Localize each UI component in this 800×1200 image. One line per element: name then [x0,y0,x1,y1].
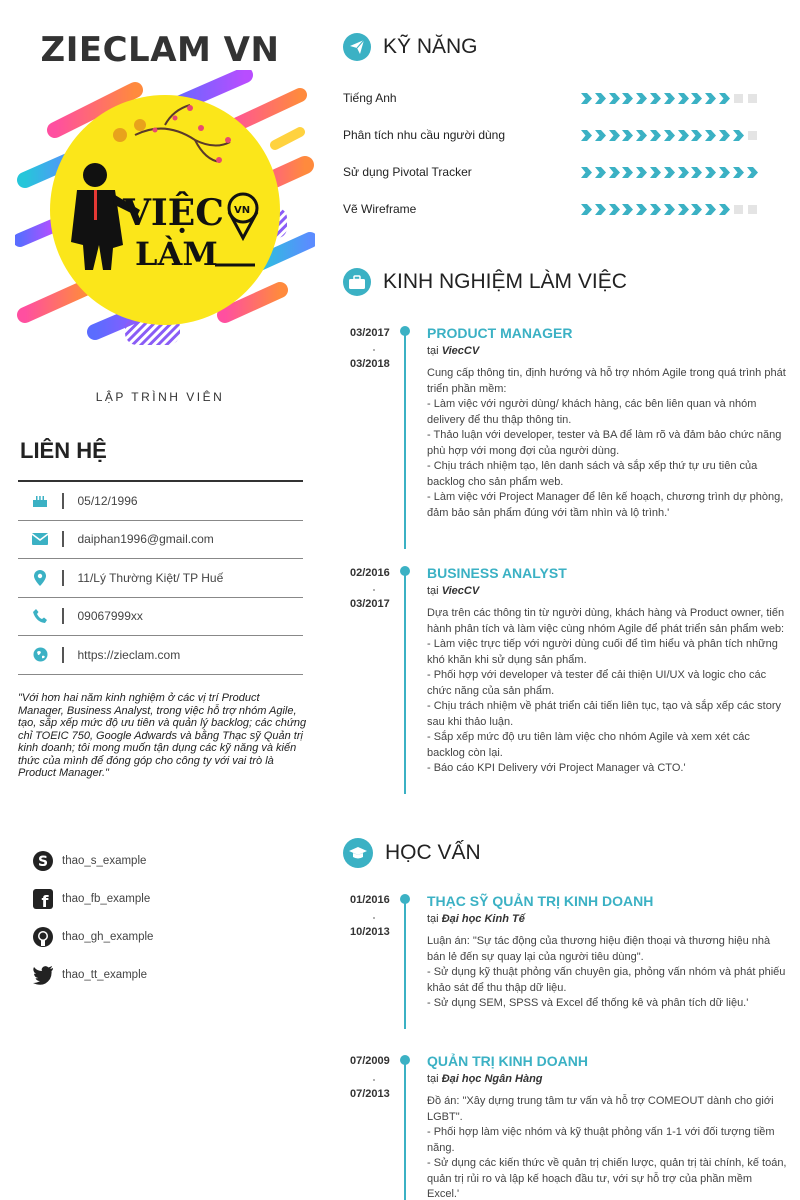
skill-dot-filled [636,130,647,141]
skill-dot-filled [595,93,606,104]
entry-org: tại ViecCV [427,345,480,357]
education-title: HỌC VẤN [385,841,481,864]
birthday-cake-icon [18,494,62,508]
entry-org-name: ViecCV [441,585,480,597]
briefcase-icon [343,268,371,296]
entry-title: THẠC SỸ QUẢN TRỊ KINH DOANH [427,893,654,909]
skill-dot-filled [581,93,592,104]
skill-dot-filled [719,204,730,215]
social-twitter[interactable] [32,956,153,994]
logo-text-line1: VIỆC [123,192,224,234]
vieclam-logo-graphic [15,70,315,370]
skill-dot-filled [622,167,633,178]
contact-phone-value[interactable]: 09067999xx [77,609,143,624]
skill-dot-filled [678,204,689,215]
skill-name: Vẽ Wireframe [343,202,417,216]
contact-address [18,559,303,598]
entry-description: Đồ án: "Xây dựng trung tâm tư vấn và hỗ trợ COMEOUT dành cho giới LGBT". - Phối hợp làm việc nhóm và kỹ thuật phỏng vấn 1-1 với đối tượng tiềm năng. - Sử dụng các kiến thức về quản trị chiến lược, quản trị tài chính, kế toán, quản trị rủi ro và lập kế hoạch đầu tư, với sự hỗ trợ của phần mềm Excel.' [427,1095,787,1200]
skill-dot-empty [733,204,744,215]
contact-website[interactable] [18,636,303,675]
skill-dot-filled [581,130,592,141]
left-column [0,0,320,1200]
skill-dot-empty [747,93,758,104]
date-end: 07/2013 [350,1088,390,1100]
skill-rating [581,130,760,141]
skill-dot-filled [733,167,744,178]
skill-dot-filled [691,93,702,104]
timeline-line [404,327,406,549]
skill-dot-filled [678,167,689,178]
skill-dot-filled [691,167,702,178]
envelope-icon [18,533,62,545]
skill-dot-filled [636,93,647,104]
timeline-dot [400,894,410,904]
skill-dot-filled [609,93,620,104]
skills-title: KỸ NĂNG [383,35,478,58]
svg-text:S: S [37,854,49,870]
date-start: 01/2016 [350,894,390,906]
skill-rating [581,93,760,104]
timeline-dot [400,326,410,336]
social-facebook-handle[interactable]: thao_fb_example [62,893,151,905]
entry-org-name: Đại học Ngân Hàng [441,1073,543,1085]
skill-dot-empty [747,204,758,215]
experience-title: KINH NGHIỆM LÀM VIỆC [383,270,627,293]
skill-row [343,91,793,105]
paper-plane-icon [343,33,371,61]
date-end: 03/2018 [350,358,390,370]
skill-dot-filled [664,130,675,141]
experience-header [343,268,627,296]
skill-dot-filled [595,167,606,178]
entry-org-name: Đại học Kinh Tế [441,913,525,925]
education-header [343,838,481,868]
skill-dot-filled [719,130,730,141]
social-github[interactable] [32,918,153,956]
skill-dot-filled [622,204,633,215]
entry-description: Luận án: "Sự tác động của thương hiệu điện thoại và thương hiệu nhà bán lẻ đến sự quay lại của người tiêu dùng". - Sử dụng kỹ thuật phỏng vấn chuyên gia, phỏng vấn nhóm và phát phiếu khảo sát để thu thập dữ liệu. - Sử dụng SEM, SPSS và Excel để thống kê và phân tích dữ liệu.' [427,935,786,1009]
timeline-separator-dot [373,917,375,919]
skill-dot-filled [595,204,606,215]
globe-icon [18,647,62,662]
skill-dot-filled [705,204,716,215]
education-entry [427,1053,787,1200]
skill-dot-filled [691,130,702,141]
timeline-line [404,897,406,1029]
phone-icon [18,609,62,623]
entry-org: tại ViecCV [427,585,480,597]
skill-dot-filled [650,93,661,104]
experience-entry [427,565,787,777]
entry-description: Cung cấp thông tin, định hướng và hỗ trợ nhóm Agile trong quá trình phát triển phần mềm: - Làm việc với người dùng/ khách hàng, các bên liên quan và nhóm delivery để thu thập thông tin. - Thảo luận với developer, tester và BA để làm rõ và đảm bảo chức năng phù hợp với mong đợi của người dùng. - Chịu trách nhiệm tạo, lên danh sách và sắp xếp thứ tự ưu tiên của backlog cho sản phẩm web. - Làm việc với Project Manager để lên kế hoạch, chương trình dự phòng, đảm bảo sản phẩm đúng với tầm nhìn và lộ trình.' [427,367,786,519]
contact-phone[interactable] [18,598,303,637]
contact-email-value[interactable]: daiphan1996@gmail.com [77,532,214,547]
skill-dot-filled [664,204,675,215]
date-start: 07/2009 [350,1055,390,1067]
timeline-dot [400,1055,410,1065]
contact-email[interactable] [18,521,303,560]
social-facebook[interactable] [32,880,153,918]
skill-dot-filled [650,130,661,141]
entry-title: PRODUCT MANAGER [427,325,573,341]
social-list [32,842,153,994]
skill-name: Sử dụng Pivotal Tracker [343,165,472,179]
skill-row [343,165,793,179]
logo-text-line2: LÀM [135,235,218,273]
skill-dot-filled [719,93,730,104]
timeline-separator-dot [373,589,375,591]
skill-dot-filled [622,93,633,104]
skill-rating [581,204,760,215]
entry-org: tại Đại học Ngân Hàng [427,1073,543,1085]
github-icon [32,926,54,948]
skill-dot-filled [705,130,716,141]
timeline-separator-dot [373,1079,375,1081]
skype-icon [32,850,54,872]
skill-dot-filled [664,167,675,178]
skill-name: Phân tích nhu cầu người dùng [343,128,506,142]
skill-dot-filled [650,204,661,215]
skill-dot-filled [678,93,689,104]
entry-title: QUẢN TRỊ KINH DOANH [427,1053,588,1069]
skill-dot-filled [595,130,606,141]
entry-org-name: ViecCV [441,345,480,357]
skill-dot-filled [719,167,730,178]
skill-rating [581,167,760,178]
date-start: 02/2016 [350,567,390,579]
entry-description: Dựa trên các thông tin từ người dùng, khách hàng và Product owner, tiến hành phân tích và làm việc cùng nhóm Agile để phát triển sản phẩm web: - Làm việc trực tiếp với người dùng cuối để tìm hiểu và phân tích những khó khăn khi sử dụng sản phẩm. - Phối hợp với developer và tester để cải thiện UI/UX và logic cho các chức năng của sản phẩm. - Chịu trách nhiệm về phát triển cải tiến liên tục, tạo và sắp xếp các story sau khi thảo luận. - Sắp xếp mức độ ưu tiên làm việc cho nhóm Agile và xem xét các backlog còn lại. - Báo cáo KPI Delivery với Project Manager và CTO.' [427,607,785,774]
contact-birthday [18,482,303,521]
summary-quote: "Với hơn hai năm kinh nghiệm ở các vị trí Product Manager, Business Analyst, trong việc hỗ trợ nhóm Agile, tạo, sắp xếp mức độ ưu tiên và quản lý backlog; các chứng chỉ TOEIC 750, Google Adwards và bằng Thạc sỹ Quản trị kinh doanh; tôi mong muốn tận dụng các kỹ năng và kiến thức của mình để đóng góp cho công ty với vai trò là Product Manager." [18,692,307,779]
contact-birthday-value: 05/12/1996 [77,493,138,508]
education-entry [427,893,787,1012]
graduation-cap-icon [343,838,373,868]
timeline-dot [400,566,410,576]
skill-dot-filled [650,167,661,178]
skill-dot-filled [581,167,592,178]
skill-dot-empty [747,130,758,141]
skill-dot-filled [609,204,620,215]
candidate-name: ZIECLAM VN [40,30,280,70]
logo [15,70,315,370]
skill-dot-filled [747,167,758,178]
date-end: 10/2013 [350,926,390,938]
logo-badge: VN [234,205,251,216]
facebook-icon [32,888,54,910]
timeline-line [404,572,406,794]
social-github-handle[interactable]: thao_gh_example [62,931,154,943]
skill-dot-filled [609,167,620,178]
date-start: 03/2017 [350,327,390,339]
timeline-line [404,1060,406,1200]
skill-dot-filled [678,130,689,141]
contact-list [18,480,303,675]
job-role: LẬP TRÌNH VIÊN [95,390,225,404]
map-pin-icon [18,570,62,586]
skill-row [343,128,793,142]
twitter-icon [32,965,54,985]
experience-entry [427,325,787,521]
contact-section-title: LIÊN HỆ [20,438,107,463]
skill-name: Tiếng Anh [343,91,397,105]
svg-text:f: f [41,892,49,910]
skill-dot-filled [691,204,702,215]
timeline-separator-dot [373,349,375,351]
skill-dot-empty [733,93,744,104]
skill-dot-filled [581,204,592,215]
skill-row [343,202,793,216]
social-skype-handle[interactable]: thao_s_example [62,855,147,867]
skills-header [343,33,478,61]
skill-dot-filled [609,130,620,141]
entry-title: BUSINESS ANALYST [427,565,567,581]
date-end: 03/2017 [350,598,390,610]
skill-dot-filled [622,130,633,141]
skill-dot-filled [705,167,716,178]
skill-dot-filled [705,93,716,104]
social-skype[interactable] [32,842,153,880]
social-twitter-handle[interactable]: thao_tt_example [62,969,148,981]
skill-dot-filled [733,130,744,141]
skill-dot-filled [636,204,647,215]
entry-org: tại Đại học Kinh Tế [427,913,525,925]
skill-dot-filled [636,167,647,178]
contact-address-value: 11/Lý Thường Kiệt/ TP Huế [77,570,224,585]
skill-dot-filled [664,93,675,104]
contact-website-value[interactable]: https://zieclam.com [77,647,181,662]
